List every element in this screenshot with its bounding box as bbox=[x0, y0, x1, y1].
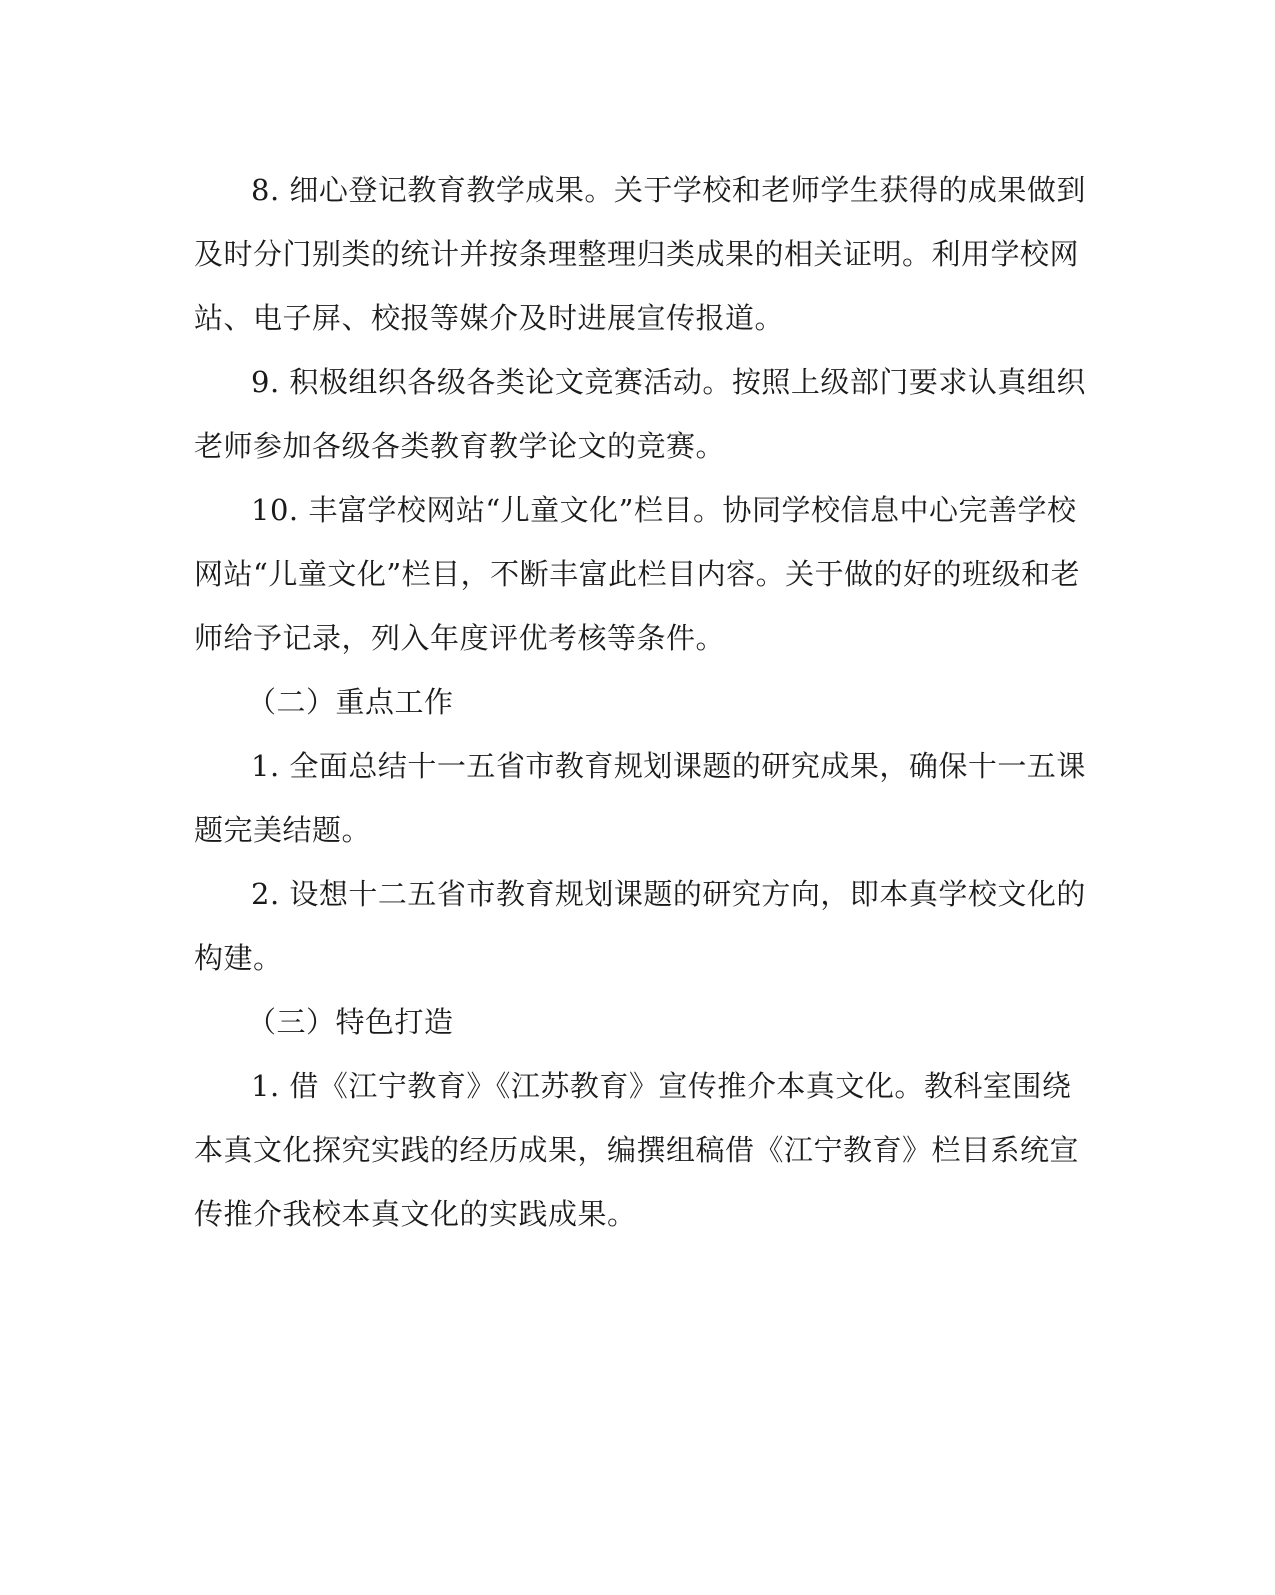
key-work-item-1-line-2: 题完美结题。 bbox=[194, 813, 372, 847]
key-work-item-1-line-1: 1. 全面总结十一五省市教育规划课题的研究成果，确保十一五课 bbox=[251, 749, 1086, 783]
paragraph-10-line-3: 师给予记录，列入年度评优考核等条件。 bbox=[194, 621, 726, 655]
paragraph-9-line-1: 9. 积极组织各级各类论文竞赛活动。按照上级部门要求认真组织 bbox=[251, 365, 1086, 399]
key-work-item-2-line-1: 2. 设想十二五省市教育规划课题的研究方向，即本真学校文化的 bbox=[251, 877, 1086, 911]
key-work-item-2-line-2: 构建。 bbox=[194, 941, 283, 975]
featured-item-1-line-1: 1. 借《江宁教育》《江苏教育》宣传推介本真文化。教科室围绕 bbox=[251, 1069, 1072, 1103]
featured-item-1-line-3: 传推介我校本真文化的实践成果。 bbox=[194, 1197, 637, 1231]
paragraph-9-line-2: 老师参加各级各类教育教学论文的竞赛。 bbox=[194, 429, 726, 463]
paragraph-8-line-3: 站、电子屏、校报等媒介及时进展宣传报道。 bbox=[194, 301, 785, 335]
paragraph-10-line-1: 10. 丰富学校网站“儿童文化”栏目。协同学校信息中心完善学校 bbox=[251, 493, 1077, 527]
paragraph-10-line-2: 网站“儿童文化”栏目，不断丰富此栏目内容。关于做的好的班级和老 bbox=[194, 557, 1081, 591]
paragraph-8-line-1: 8. 细心登记教育教学成果。关于学校和老师学生获得的成果做到 bbox=[251, 173, 1086, 207]
paragraph-8-line-2: 及时分门别类的统计并按条理整理归类成果的相关证明。利用学校网 bbox=[194, 237, 1080, 271]
featured-item-1-line-2: 本真文化探究实践的经历成果，编撰组稿借《江宁教育》栏目系统宣 bbox=[194, 1133, 1080, 1167]
document-body bbox=[194, 158, 1086, 1246]
section-heading-featured: （三）特色打造 bbox=[247, 1005, 454, 1039]
section-heading-key-work: （二）重点工作 bbox=[247, 685, 454, 719]
